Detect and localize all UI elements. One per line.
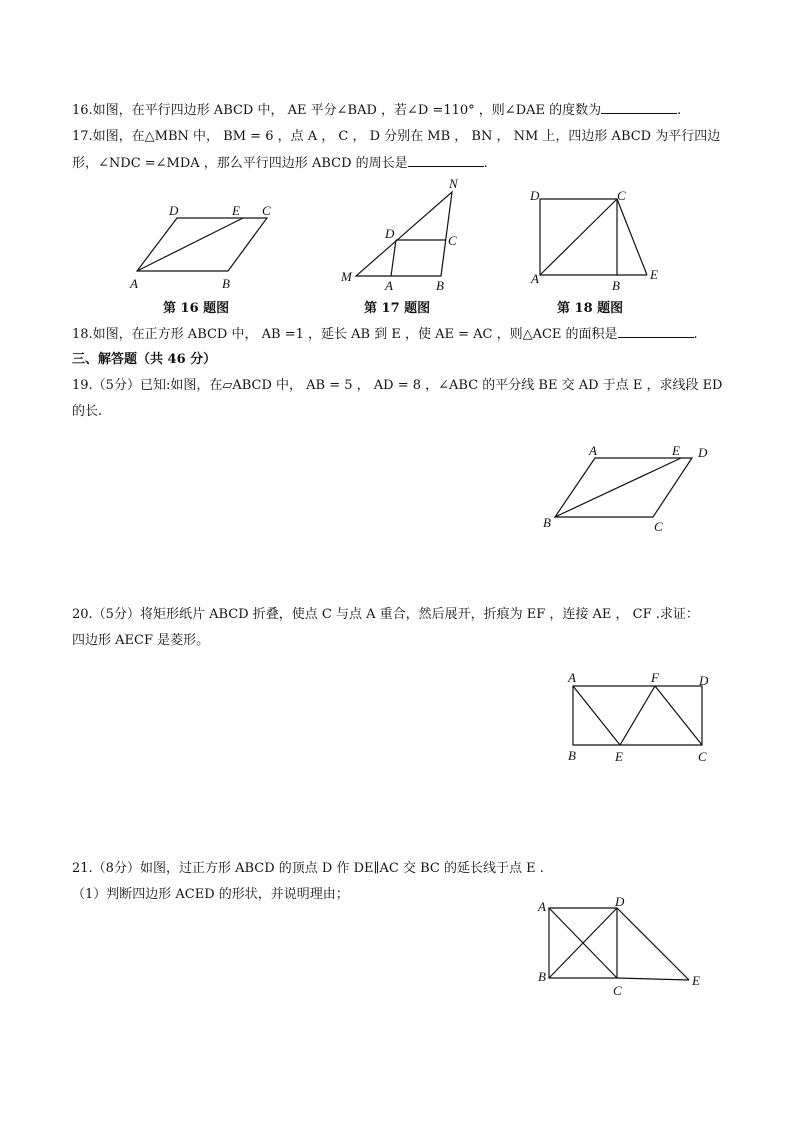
caption-16: 第 16 题图 bbox=[163, 301, 230, 316]
label-d: D bbox=[169, 203, 179, 218]
label-b: B bbox=[568, 748, 576, 763]
label-c: C bbox=[448, 233, 457, 248]
label-f: F bbox=[651, 670, 659, 685]
label-c: C bbox=[262, 203, 271, 218]
label-b: B bbox=[612, 278, 620, 293]
question-17-line1: 17.如图，在△MBN 中， BM = 6 ，点 A ， C ， D 分别在 MB ， BN ， NM 上，四边形 ABCD 为平行四边 bbox=[72, 129, 721, 144]
segment-de bbox=[617, 908, 689, 980]
q17-text: 形，∠NDC =∠MDA ，那么平行四边形 ABCD 的周长是 bbox=[72, 156, 408, 171]
q16-text: 16.如图，在平行四边形 ABCD 中， AE 平分∠BAD ，若∠D =110° ，则∠DAE 的度数为 bbox=[72, 103, 602, 118]
label-a: A bbox=[538, 899, 546, 914]
label-c: C bbox=[654, 519, 663, 534]
label-a: A bbox=[130, 276, 138, 291]
label-e: E bbox=[692, 973, 700, 988]
label-c: C bbox=[617, 188, 626, 203]
question-21-line1: 21.（8分）如图，过正方形 ABCD 的顶点 D 作 DE∥AC 交 BC 的延长线于点 E . bbox=[72, 861, 544, 876]
caption-18: 第 18 题图 bbox=[557, 301, 624, 316]
label-d: D bbox=[698, 445, 708, 460]
label-b: B bbox=[436, 278, 444, 293]
q18-text: 18.如图，在正方形 ABCD 中， AB =1 ，延长 AB 到 E ，使 AE = AC ，则△ACE 的面积是 bbox=[72, 327, 618, 342]
label-e: E bbox=[615, 749, 623, 764]
label-d: D bbox=[615, 894, 625, 909]
caption-17: 第 17 题图 bbox=[364, 301, 431, 316]
label-c: C bbox=[698, 749, 707, 764]
label-a: A bbox=[568, 670, 576, 685]
question-21-sub1: （1）判断四边形 ACED 的形状，并说明理由； bbox=[72, 887, 349, 902]
question-19-line2: 的长. bbox=[72, 404, 103, 419]
label-b: B bbox=[222, 276, 230, 291]
label-e: E bbox=[650, 267, 658, 282]
label-e: E bbox=[232, 203, 240, 218]
label-b: B bbox=[538, 969, 546, 984]
q16-end: . bbox=[677, 103, 682, 118]
q18-end: . bbox=[693, 327, 698, 342]
question-20-line2: 四边形 AECF 是菱形。 bbox=[72, 633, 210, 648]
label-c: C bbox=[613, 983, 622, 998]
segment-ce bbox=[617, 978, 689, 980]
label-d: D bbox=[385, 226, 395, 241]
label-a: A bbox=[531, 271, 539, 286]
label-b: B bbox=[543, 515, 551, 530]
question-20-line1: 20.（5分）将矩形纸片 ABCD 折叠，使点 C 与点 A 重合，然后展开，折痕为 EF ，连接 AE ， CF .求证： bbox=[72, 607, 699, 622]
q17-end: . bbox=[483, 156, 488, 171]
label-e: E bbox=[672, 443, 680, 458]
section-3-heading: 三、解答题（共 46 分） bbox=[72, 352, 217, 367]
label-d: D bbox=[530, 188, 540, 203]
label-m: M bbox=[341, 269, 352, 284]
label-d: D bbox=[699, 673, 709, 688]
label-a: A bbox=[589, 443, 597, 458]
question-19-line1: 19.（5分）已知:如图，在▱ABCD 中， AB = 5 ， AD = 8 ，∠ABC 的平分线 BE 交 AD 于点 E ，求线段 ED bbox=[72, 378, 723, 393]
label-a: A bbox=[385, 278, 393, 293]
label-n: N bbox=[449, 176, 458, 191]
